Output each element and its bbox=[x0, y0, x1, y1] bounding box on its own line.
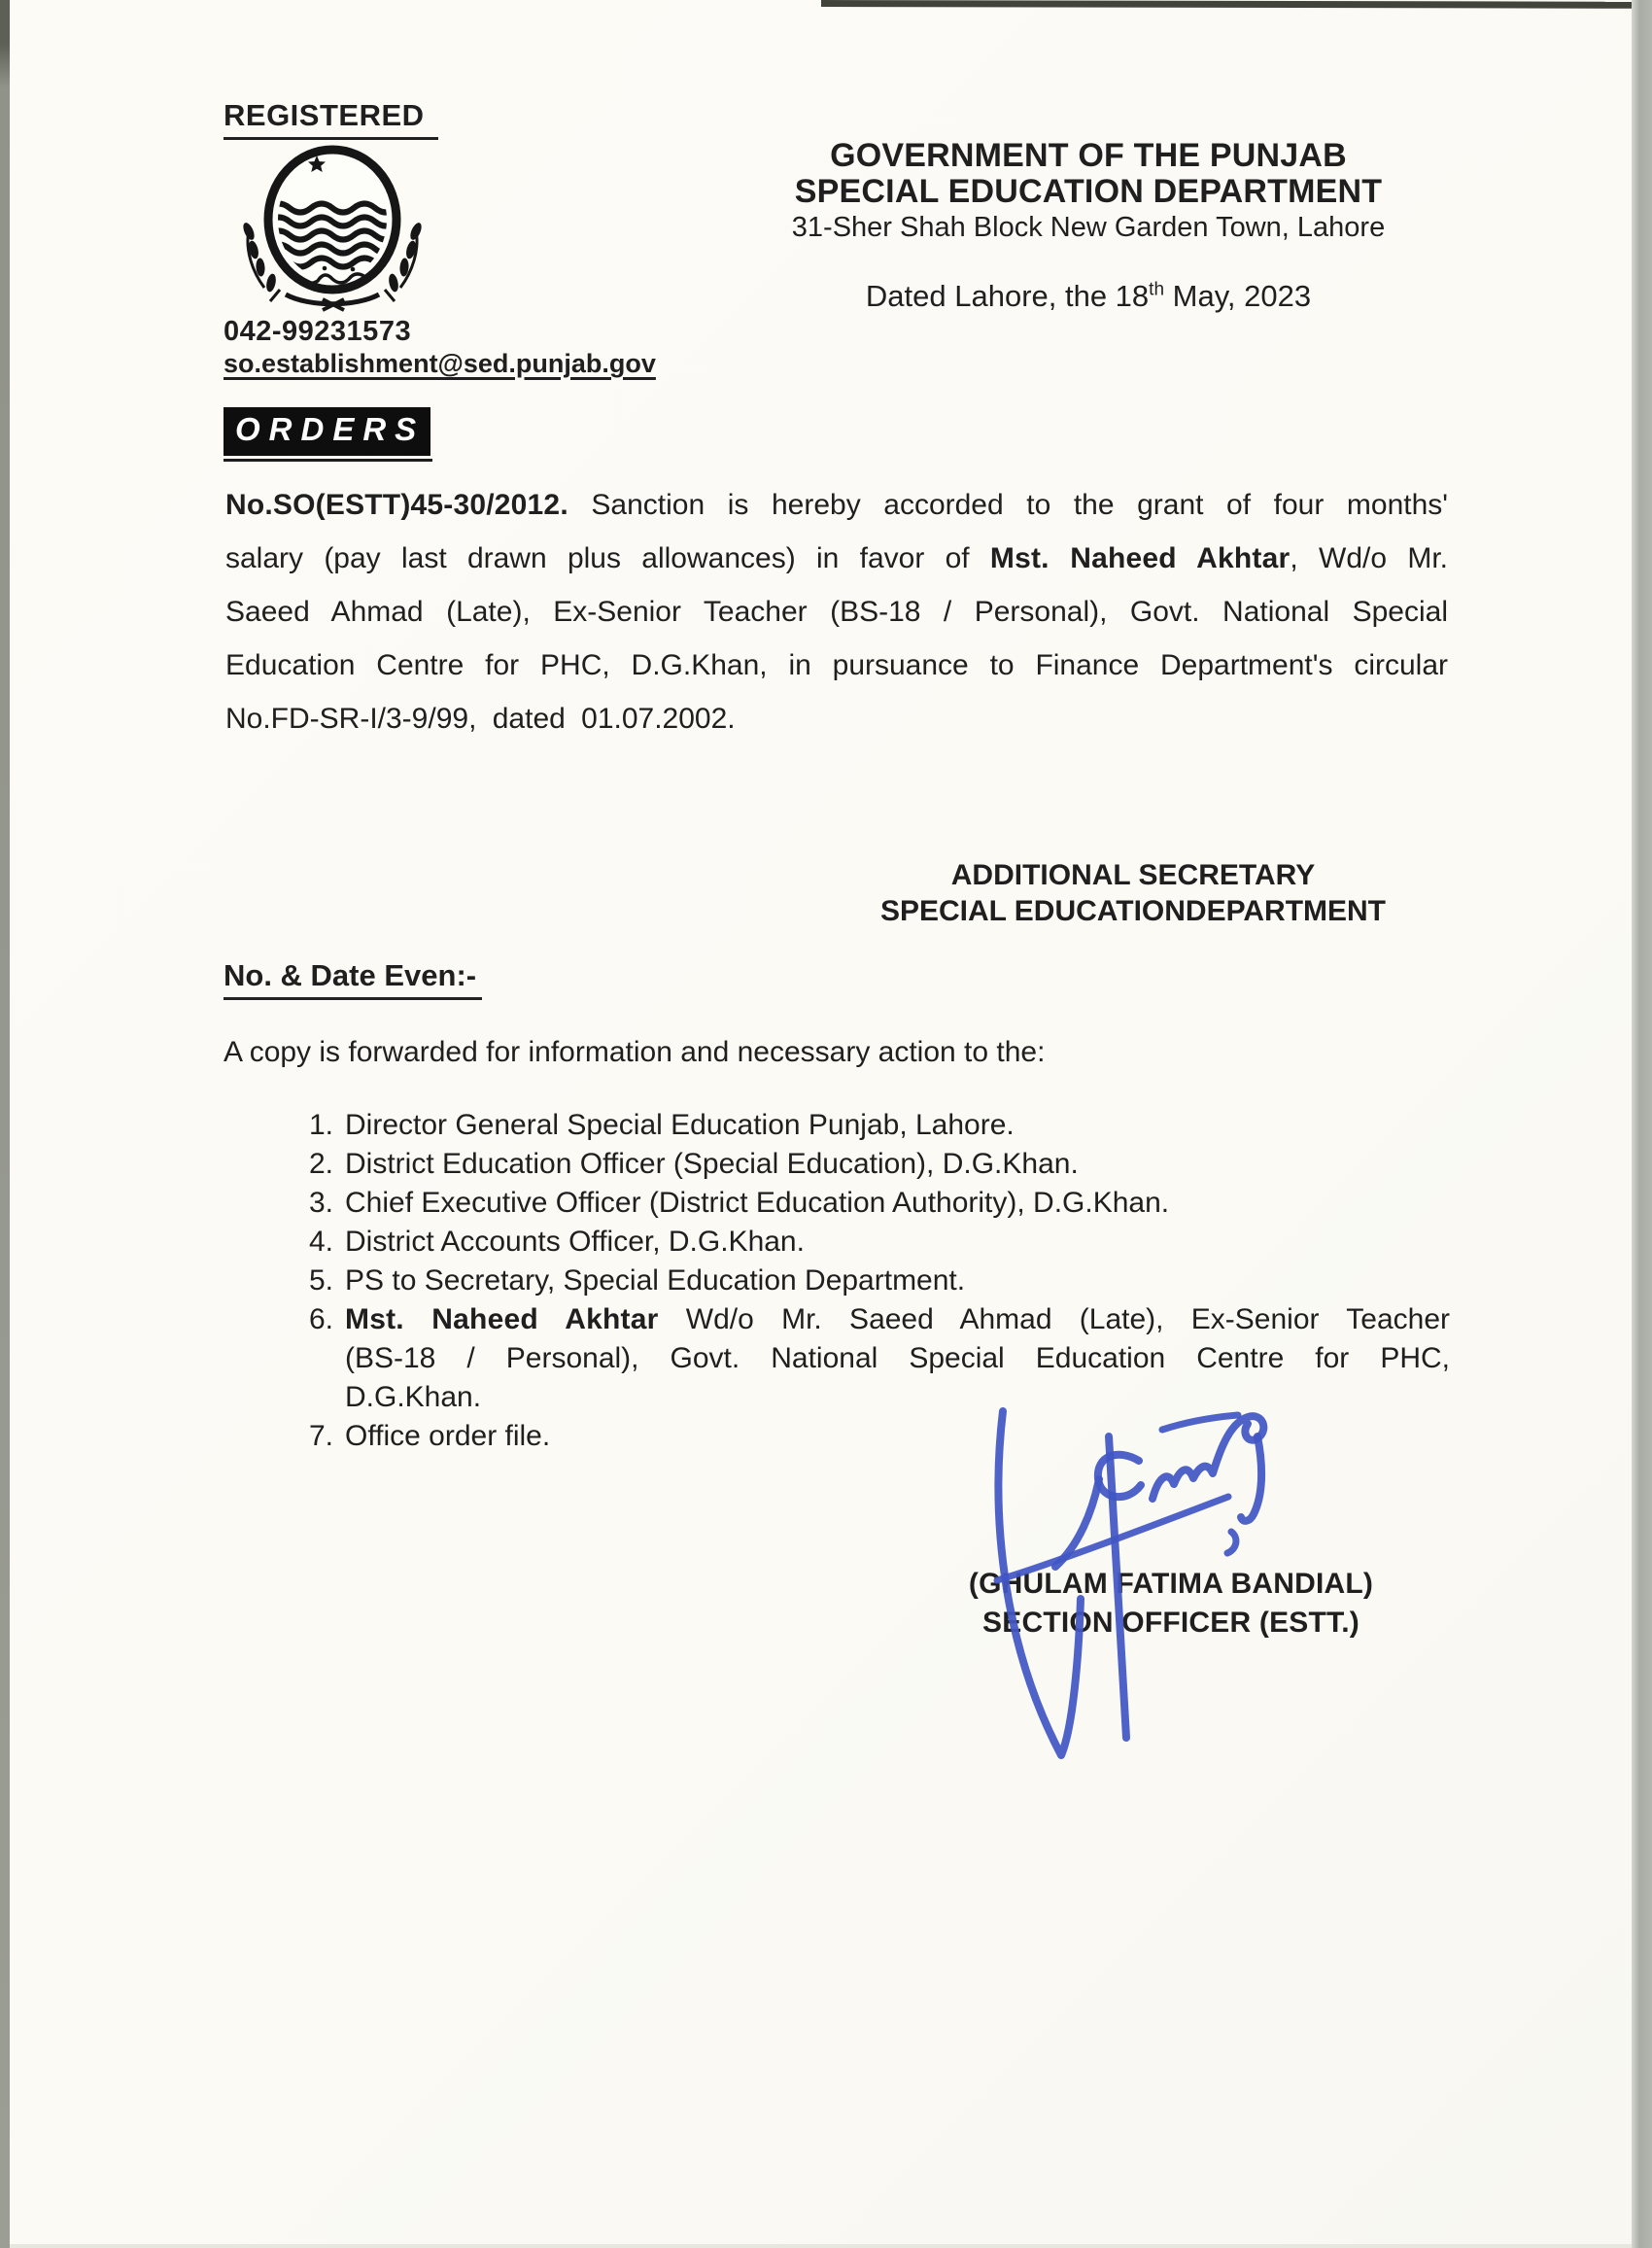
scan-edge-left bbox=[0, 0, 10, 2248]
office-email-address: so.establishment@sed.punjab.gov bbox=[224, 349, 656, 378]
list-item-text: Mst. Naheed Akhtar Wd/o Mr. Saeed Ahmad (Late), Ex-Senior Teacher (BS-18 / Personal), Govt. National Special Education Centre for PHC, D.G.Khan. bbox=[345, 1303, 1450, 1413]
office-phone-number: 042-99231573 bbox=[224, 316, 412, 347]
list-item-beneficiary-name: Mst. Naheed Akhtar bbox=[345, 1303, 659, 1335]
registered-label: REGISTERED bbox=[224, 98, 438, 140]
list-item-number: 5. bbox=[309, 1264, 334, 1297]
upper-signatory-block bbox=[845, 857, 1421, 929]
list-item bbox=[309, 1145, 1450, 1184]
letter-date bbox=[768, 279, 1409, 314]
department-title: SPECIAL EDUCATION DEPARTMENT bbox=[794, 173, 1383, 210]
signatory-name: (GHULAM FATIMA BANDIAL) bbox=[968, 1568, 1374, 1600]
order-text-part2: , Wd/o Mr. Saeed Ahmad (Late), Ex-Senior Teacher (BS-18 / Personal), Govt. National Special Education Centre for PHC, D.G.Khan, in pursuance to Finance Department's circular No.FD-SR-I/3-9/99, dated 01.07.2002. bbox=[225, 542, 1448, 735]
list-item-text: District Education Officer (Special Education), D.G.Khan. bbox=[345, 1148, 1079, 1180]
endorsement-heading: No. & Date Even:- bbox=[224, 958, 482, 1000]
order-reference-number: No.SO(ESTT)45-30/2012. bbox=[225, 489, 568, 521]
scan-edge-top bbox=[821, 0, 1632, 9]
date-ordinal-superscript: th bbox=[1149, 279, 1165, 300]
list-item-text: District Accounts Officer, D.G.Khan. bbox=[345, 1226, 805, 1258]
list-item-number: 7. bbox=[309, 1420, 334, 1452]
signatory-title: SECTION OFFICER (ESTT.) bbox=[982, 1607, 1359, 1639]
list-item-number: 1. bbox=[309, 1109, 334, 1141]
upper-signatory-title-line2: SPECIAL EDUCATIONDEPARTMENT bbox=[879, 895, 1387, 927]
orders-heading: ORDERS bbox=[224, 407, 430, 456]
upper-signatory-title-line1: ADDITIONAL SECRETARY bbox=[950, 859, 1316, 891]
list-item bbox=[309, 1262, 1450, 1300]
list-item-number: 2. bbox=[309, 1148, 334, 1180]
scan-edge-right bbox=[1632, 0, 1652, 2248]
list-item-number: 6. bbox=[309, 1303, 334, 1335]
department-address: 31-Sher Shah Block New Garden Town, Lahore bbox=[791, 212, 1386, 243]
list-item-text: Director General Special Education Punjab, Lahore. bbox=[345, 1109, 1015, 1141]
endorsement-intro: A copy is forwarded for information and necessary action to the: bbox=[224, 1036, 1046, 1068]
list-item-number: 4. bbox=[309, 1226, 334, 1258]
list-item-text: Chief Executive Officer (District Education Authority), D.G.Khan. bbox=[345, 1187, 1170, 1219]
beneficiary-name: Mst. Naheed Akhtar bbox=[989, 542, 1291, 574]
list-item-number: 3. bbox=[309, 1187, 334, 1219]
list-item-text: Office order file. bbox=[345, 1420, 551, 1452]
order-body-paragraph bbox=[225, 478, 1448, 745]
date-text: Dated Lahore, the 18 bbox=[865, 279, 1150, 313]
punjab-government-crest-icon bbox=[229, 136, 435, 318]
list-item bbox=[309, 1184, 1450, 1223]
order-text-part1: Sanction is hereby accorded to the grant of four months' salary (pay last drawn plus allowances) in favor of bbox=[225, 489, 1448, 574]
list-item-text: PS to Secretary, Special Education Department. bbox=[345, 1264, 966, 1297]
list-item bbox=[309, 1223, 1450, 1262]
government-title: GOVERNMENT OF THE PUNJAB bbox=[830, 137, 1347, 174]
letterhead-block bbox=[768, 138, 1409, 245]
scan-edge-bottom bbox=[10, 2244, 1632, 2248]
list-item bbox=[309, 1106, 1450, 1145]
handwritten-signature-icon bbox=[981, 1395, 1283, 1774]
date-text-suffix: May, 2023 bbox=[1164, 279, 1312, 313]
